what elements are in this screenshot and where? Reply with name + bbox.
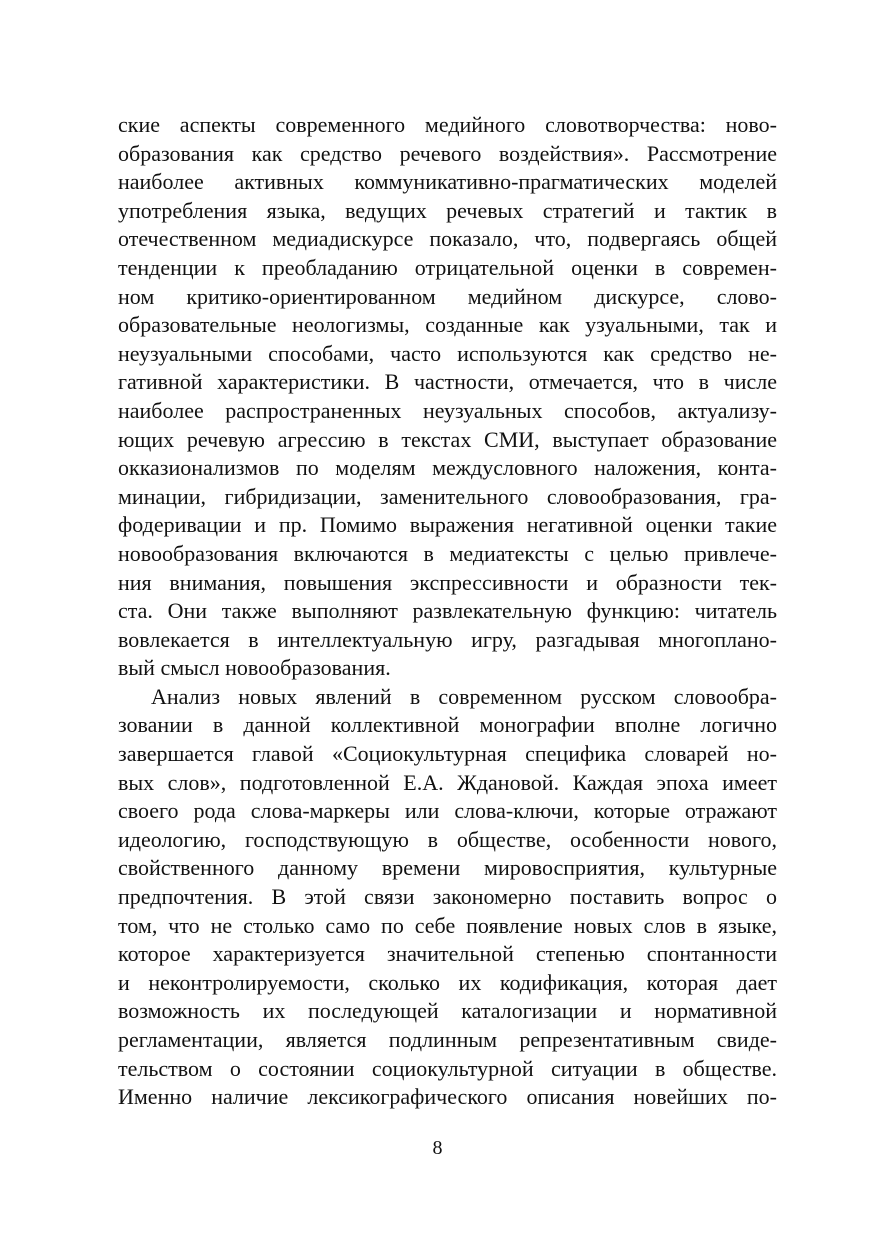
text-line: и неконтролируемости, сколько их кодификация, которая дает	[118, 969, 777, 995]
text-line: ном критико-ориентированном медийном дискурсе, слово-	[118, 283, 777, 309]
text-line: новообразования включаются в медиатексты с целью привлече-	[118, 540, 777, 566]
text-line: зовании в данной коллективной монографии вполне логично	[118, 712, 777, 738]
text-line: свойственного данному времени мировосприятия, культурные	[118, 855, 777, 881]
text-line: минации, гибридизации, заменительного словообразования, гра-	[118, 483, 777, 509]
text-line: том, что не столько само по себе появление новых слов в языке,	[118, 912, 777, 938]
text-line: отечественном медиадискурсе показало, что, подвергаясь общей	[118, 226, 777, 252]
text-line: неузуальными способами, часто используются как средство не-	[118, 340, 777, 366]
text-line: вый смысл новообразования.	[118, 655, 391, 681]
text-line: ста. Они также выполняют развлекательную функцию: читатель	[118, 598, 777, 624]
text-line: Именно наличие лексикографического описания новейших по-	[118, 1084, 777, 1110]
text-line: употребления языка, ведущих речевых стратегий и тактик в	[118, 197, 777, 223]
text-line: идеологию, господствующую в обществе, особенности нового,	[118, 826, 777, 852]
text-line: образования как средство речевого воздействия». Рассмотрение	[118, 140, 777, 166]
text-line: ские аспекты современного медийного словотворчества: ново-	[118, 112, 777, 137]
text-line: Анализ новых явлений в современном русском словообра-	[151, 683, 777, 709]
text-line: своего рода слова-маркеры или слова-ключи, которые отражают	[118, 798, 777, 824]
paragraph-2	[118, 683, 777, 1112]
text-line: ющих речевую агрессию в текстах СМИ, выступает образование	[118, 426, 777, 452]
text-line: тельством о состоянии социокультурной ситуации в обществе.	[118, 1055, 777, 1081]
text-line: тенденции к преобладанию отрицательной оценки в современ-	[118, 254, 777, 280]
body-text	[118, 111, 777, 1112]
text-line: завершается главой «Социокультурная специфика словарей но-	[118, 741, 777, 767]
text-line: гативной характеристики. В частности, отмечается, что в числе	[118, 369, 777, 395]
text-line: возможность их последующей каталогизации и нормативной	[118, 998, 777, 1024]
text-line: окказионализмов по моделям междусловного наложения, конта-	[118, 455, 777, 481]
text-line: образовательные неологизмы, созданные как узуальными, так и	[118, 312, 777, 338]
text-line: наиболее активных коммуникативно-прагматических моделей	[118, 169, 777, 195]
text-line: регламентации, является подлинным репрезентативным свиде-	[118, 1027, 777, 1052]
text-line: вовлекается в интеллектуальную игру, разгадывая многоплано-	[118, 626, 777, 652]
text-line: которое характеризуется значительной степенью спонтанности	[118, 941, 777, 967]
text-line: предпочтения. В этой связи закономерно поставить вопрос о	[118, 884, 777, 910]
page-number: 8	[432, 1137, 443, 1159]
text-line: ния внимания, повышения экспрессивности и образности тек-	[118, 569, 777, 595]
text-line: вых слов», подготовленной Е.А. Ждановой. Каждая эпоха имеет	[118, 769, 777, 795]
paragraph-1	[118, 111, 777, 683]
text-line: фодеривации и пр. Помимо выражения негативной оценки такие	[118, 512, 777, 538]
text-line: наиболее распространенных неузуальных способов, актуализу-	[118, 397, 777, 423]
